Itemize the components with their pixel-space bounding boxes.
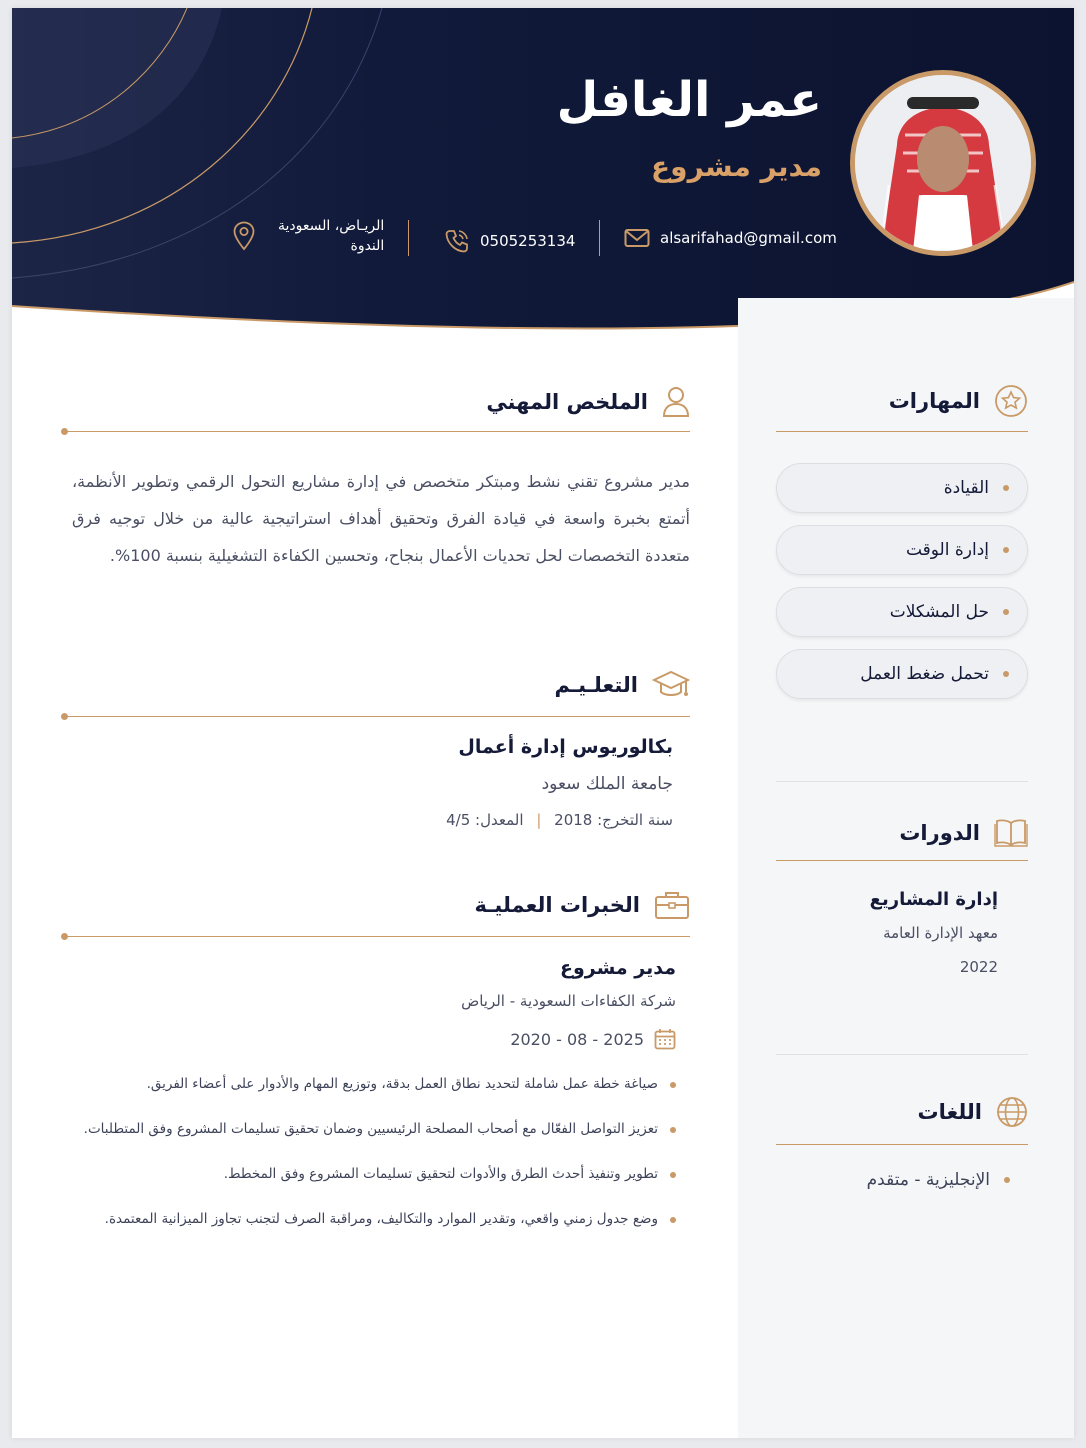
skills-title: المهارات xyxy=(888,389,980,413)
language-label: الإنجليزية - متقدم xyxy=(866,1170,990,1190)
course-institute: معهد الإدارة العامة xyxy=(883,924,998,942)
skill-label: تحمل ضغط العمل xyxy=(860,664,989,684)
skill-item xyxy=(776,525,1028,575)
contact-email[interactable] xyxy=(624,228,837,248)
skill-item xyxy=(776,649,1028,699)
summary-divider xyxy=(64,431,690,432)
job-title: مدير مشروع xyxy=(559,957,676,979)
languages-title: اللغات xyxy=(917,1100,982,1124)
email-text: alsarifahad@gmail.com xyxy=(660,229,837,247)
gpa-label: المعدل: xyxy=(475,811,524,829)
section-separator xyxy=(776,781,1028,782)
list-item: تعزيز التواصل الفعّال مع أصحاب المصلحة الرئيسيين وضمان تحقيق تسليمات المشروع وفق المتطلبات. xyxy=(72,1115,676,1144)
gpa-value: 4/5 xyxy=(446,811,471,829)
bullet xyxy=(1003,671,1009,677)
bullet xyxy=(1003,485,1009,491)
list-item: وضع جدول زمني واقعي، وتقدير الموارد والتكاليف، ومراقبة الصرف لتجنب تجاوز الميزانية المعتمدة. xyxy=(72,1205,676,1234)
contact-phone[interactable] xyxy=(444,228,575,254)
summary-text: مدير مشروع تقني نشط ومبتكر متخصص في إدارة مشاريع التحول الرقمي وتطوير الأنظمة، أتمتع بخبرة واسعة في قيادة الفرق وتحقيق أهداف استراتيجية عالية من خلال توجيه فرق متعددة التخصصات لحل تحديات الأعمال بنجاح، وتحسين الكفاءة التشغيلية بنسبة 100%. xyxy=(72,472,690,565)
bullet xyxy=(1003,609,1009,615)
list-item: تطوير وتنفيذ أحدث الطرق والأدوات لتحقيق تسليمات المشروع وفق المخطط. xyxy=(72,1160,676,1189)
course-year: 2022 xyxy=(959,958,998,976)
email-icon xyxy=(624,228,650,248)
divider-dot xyxy=(61,713,68,720)
divider-dot xyxy=(61,933,68,940)
contact-location xyxy=(232,216,384,256)
contact-row xyxy=(12,216,1074,264)
experience-heading xyxy=(312,890,690,920)
skills-heading xyxy=(776,384,1028,418)
university-name: جامعة الملك سعود xyxy=(541,774,673,794)
experience-title: الخبرات العمليـة xyxy=(474,893,640,917)
education-meta xyxy=(273,811,673,829)
bullet xyxy=(1004,1177,1010,1183)
location-icon xyxy=(232,221,256,251)
divider xyxy=(599,220,600,256)
language-item xyxy=(776,1170,1010,1190)
user-icon xyxy=(662,386,690,418)
graduation-cap-icon xyxy=(652,670,690,700)
education-heading xyxy=(312,670,690,700)
candidate-name: عمر الغافل xyxy=(556,72,822,128)
company-name: شركة الكفاءات السعودية - الرياض xyxy=(461,992,676,1010)
languages-divider xyxy=(776,1144,1028,1145)
bullet xyxy=(1003,547,1009,553)
divider xyxy=(408,220,409,256)
courses-divider xyxy=(776,860,1028,861)
globe-icon xyxy=(996,1096,1028,1128)
experience-divider xyxy=(64,936,690,937)
star-icon xyxy=(994,384,1028,418)
meta-separator: | xyxy=(536,811,542,829)
responsibilities-list xyxy=(72,1070,676,1250)
candidate-role: مدير مشروع xyxy=(651,150,822,183)
skill-label: إدارة الوقت xyxy=(905,540,989,560)
briefcase-icon xyxy=(654,890,690,920)
book-icon xyxy=(994,818,1028,848)
resume-page xyxy=(12,8,1074,1438)
list-item: صياغة خطة عمل شاملة لتحديد نطاق العمل بدقة، وتوزيع المهام والأدوار على أعضاء الفريق. xyxy=(72,1070,676,1099)
period-text: 2020 - 08 - 2025 xyxy=(510,1029,644,1049)
location-text xyxy=(278,216,384,256)
skill-item xyxy=(776,463,1028,513)
education-divider xyxy=(64,716,690,717)
education-title: التعلـيـم xyxy=(554,673,638,697)
skill-label: حل المشكلات xyxy=(889,602,989,622)
summary-title: الملخص المهني xyxy=(486,390,648,414)
job-period xyxy=(276,1028,676,1050)
courses-heading xyxy=(776,818,1028,848)
calendar-icon xyxy=(654,1028,676,1050)
location-line1: الريـاض، السعودية xyxy=(278,218,385,234)
grad-label: سنة التخرج: xyxy=(597,811,673,829)
summary-heading xyxy=(312,386,690,418)
section-separator xyxy=(776,1054,1028,1055)
skill-label: القيادة xyxy=(943,478,989,498)
phone-text: 0505253134 xyxy=(480,232,576,250)
grad-year: 2018 xyxy=(554,811,593,829)
location-line2: الندوة xyxy=(350,238,385,254)
degree-title: بكالوريوس إدارة أعمال xyxy=(458,736,673,758)
course-name: إدارة المشاريع xyxy=(869,889,998,910)
phone-icon xyxy=(444,228,470,254)
skill-item xyxy=(776,587,1028,637)
divider-dot xyxy=(61,428,68,435)
courses-title: الدورات xyxy=(899,821,980,845)
skills-divider xyxy=(776,431,1028,432)
languages-heading xyxy=(776,1096,1028,1128)
